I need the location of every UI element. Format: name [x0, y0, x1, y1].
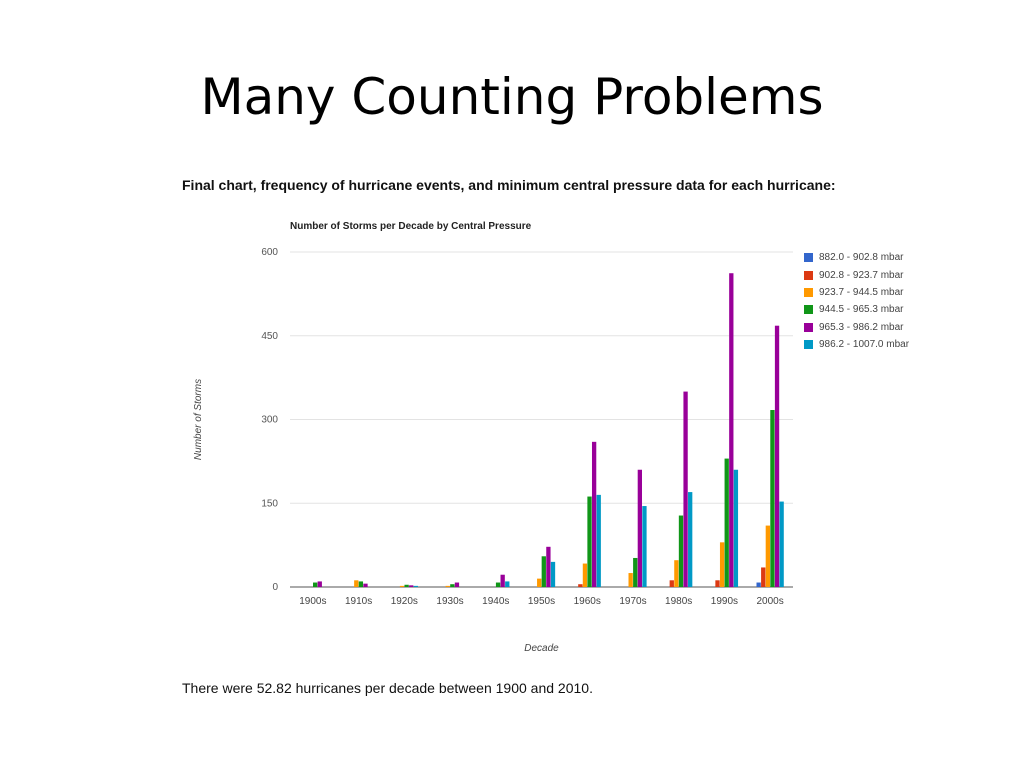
bar [715, 580, 719, 587]
bar [455, 583, 459, 587]
x-tick-label: 1990s [710, 596, 739, 607]
legend-swatch [804, 288, 813, 297]
bar [359, 581, 363, 587]
bar [775, 326, 779, 587]
bar [318, 581, 322, 587]
bar [546, 547, 550, 587]
bar [592, 442, 596, 587]
bar [450, 584, 454, 587]
chart-caption: Final chart, frequency of hurricane events, and minimum central pressure data for each hurricane: [182, 177, 836, 193]
x-tick-label: 1950s [527, 596, 556, 607]
x-tick-label: 2000s [756, 596, 784, 607]
bar [688, 492, 692, 587]
x-tick-label: 1900s [299, 596, 327, 607]
y-tick-label: 450 [261, 330, 278, 342]
summary-footnote: There were 52.82 hurricanes per decade between 1900 and 2010. [182, 680, 593, 696]
bar [761, 567, 765, 587]
y-axis-label: Number of Storms [193, 378, 204, 461]
bar [674, 560, 678, 587]
bar [679, 516, 683, 587]
bar [505, 581, 509, 587]
bar [734, 470, 738, 587]
bar [537, 579, 541, 587]
legend-label: 944.5 - 965.3 mbar [819, 304, 904, 316]
bar [729, 273, 733, 587]
legend-swatch [804, 323, 813, 332]
legend-label: 882.0 - 902.8 mbar [819, 252, 904, 264]
bar [409, 585, 413, 587]
x-tick-label: 1920s [390, 596, 418, 607]
bar [587, 497, 591, 587]
bar [770, 410, 774, 587]
bar [446, 586, 450, 587]
legend-entry [804, 249, 909, 266]
bar [578, 584, 582, 587]
bar [496, 583, 500, 587]
bar [597, 495, 601, 587]
legend-entry [804, 301, 909, 318]
legend-entry [804, 284, 909, 301]
y-tick-label: 600 [261, 247, 278, 258]
legend-swatch [804, 253, 813, 262]
x-tick-label: 1960s [573, 596, 601, 607]
x-tick-label: 1940s [482, 596, 510, 607]
legend-entry [804, 319, 909, 336]
legend-entry [804, 336, 909, 353]
legend-entry [804, 266, 909, 283]
bar [583, 564, 587, 587]
bar [501, 575, 505, 587]
legend-label: 902.8 - 923.7 mbar [819, 269, 904, 281]
x-tick-label: 1980s [665, 596, 693, 607]
y-tick-label: 300 [261, 414, 278, 426]
chart-legend [804, 249, 909, 353]
bar [779, 502, 783, 587]
x-tick-label: 1970s [619, 596, 647, 607]
x-tick-label: 1910s [344, 596, 373, 607]
bar [756, 583, 760, 587]
legend-swatch [804, 305, 813, 314]
bar [414, 586, 418, 587]
bar [766, 526, 770, 587]
bar [670, 580, 674, 587]
bar [629, 573, 633, 587]
bar [363, 584, 367, 587]
x-axis-label: Decade [524, 643, 559, 654]
slide-title: Many Counting Problems [200, 68, 824, 126]
legend-swatch [804, 271, 813, 280]
bar [404, 585, 408, 587]
bar [683, 392, 687, 587]
bar [720, 542, 724, 587]
legend-label: 986.2 - 1007.0 mbar [819, 339, 910, 351]
bar [638, 470, 642, 587]
bar [354, 580, 358, 587]
chart-title: Number of Storms per Decade by Central Pressure [290, 221, 532, 232]
bar [725, 459, 729, 587]
bar [551, 562, 555, 587]
bar [542, 556, 546, 587]
legend-label: 923.7 - 944.5 mbar [819, 286, 904, 298]
bar [400, 586, 404, 587]
y-tick-label: 150 [261, 498, 278, 510]
x-tick-label: 1930s [436, 596, 464, 607]
legend-label: 965.3 - 986.2 mbar [819, 321, 904, 333]
bar [313, 583, 317, 587]
y-tick-label: 0 [272, 582, 278, 593]
legend-swatch [804, 340, 813, 349]
bar [633, 558, 637, 587]
bar [642, 506, 646, 587]
